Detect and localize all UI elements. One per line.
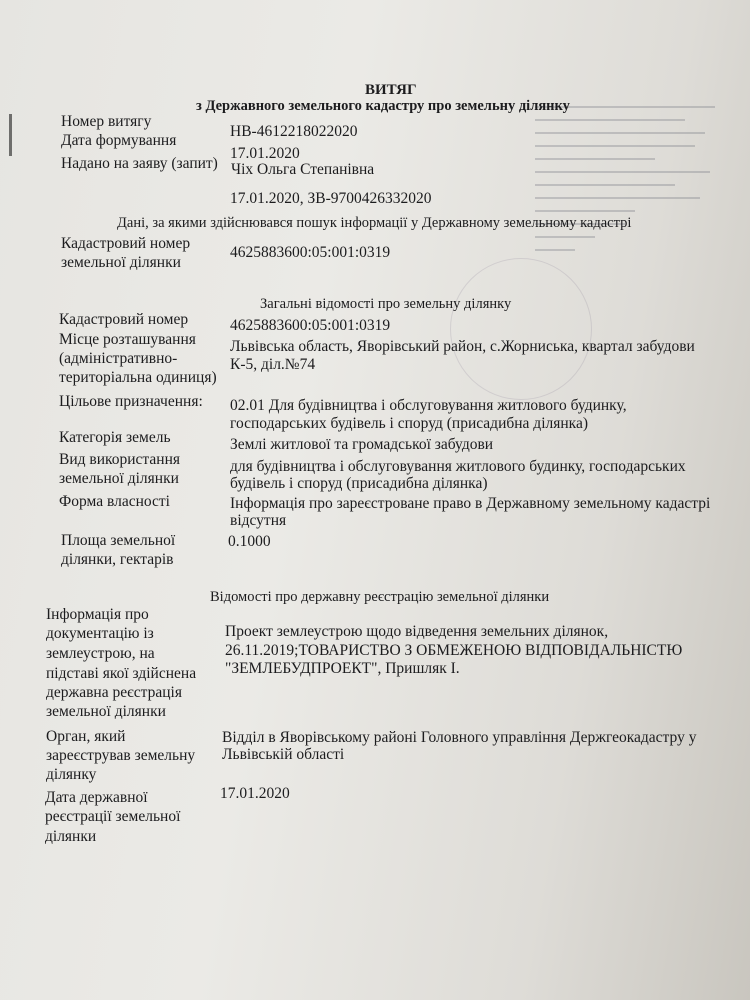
ownership-value-2: відсутня xyxy=(230,512,287,529)
location-label-2: (адміністративно- xyxy=(59,350,178,367)
purpose-value-2: господарських будівель і споруд (присадибна ділянка) xyxy=(230,415,588,432)
documentation-label-3: землеустрою, на xyxy=(46,645,155,662)
extract-number-label: Номер витягу xyxy=(61,113,152,130)
location-label-1: Місце розташування xyxy=(59,331,196,348)
faint-stamp xyxy=(450,258,592,400)
document-subtitle: з Державного земельного кадастру про земельну ділянку xyxy=(196,98,570,114)
documentation-value-2: 26.11.2019;ТОВАРИСТВО З ОБМЕЖЕНОЮ ВІДПОВІДАЛЬНІСТЮ xyxy=(225,642,683,659)
registration-heading: Відомості про державну реєстрацію земельної ділянки xyxy=(210,589,550,605)
binder-mark xyxy=(9,114,12,156)
request-person: Чіх Ольга Степанівна xyxy=(231,161,375,178)
request-reference: 17.01.2020, ЗВ-9700426332020 xyxy=(230,190,432,207)
use-type-value-1: для будівництва і обслуговування житлового будинку, господарських xyxy=(230,458,686,475)
registration-date-label-3: ділянки xyxy=(45,828,97,845)
formation-date-value: 17.01.2020 xyxy=(230,145,300,162)
documentation-label-1: Інформація про xyxy=(46,606,149,623)
area-label-2: ділянки, гектарів xyxy=(61,551,174,568)
registrar-value-2: Львівській області xyxy=(222,746,345,763)
request-label: Надано на заяву (запит) xyxy=(61,155,218,172)
category-value: Землі житлової та громадської забудови xyxy=(230,436,494,453)
area-value: 0.1000 xyxy=(228,533,271,550)
search-cadastral-label-1: Кадастровий номер xyxy=(61,235,191,252)
registrar-label-2: зареєстрував земельну xyxy=(46,747,196,764)
registrar-label-3: ділянку xyxy=(46,766,97,783)
ownership-value-1: Інформація про зареєстроване право в Державному земельному кадастрі xyxy=(230,495,711,512)
use-type-value-2: будівель і споруд (присадибна ділянка) xyxy=(230,475,488,492)
documentation-label-5: державна реєстрація xyxy=(46,684,182,701)
documentation-label-4: підставі якої здійснена xyxy=(46,665,197,682)
search-heading: Дані, за якими здійснювався пошук інформації у Державному земельному кадастрі xyxy=(117,215,632,231)
documentation-label-6: земельної ділянки xyxy=(46,703,166,720)
registrar-label-1: Орган, який xyxy=(46,728,126,745)
purpose-label: Цільове призначення: xyxy=(59,393,203,410)
use-type-label-2: земельної ділянки xyxy=(59,470,179,487)
search-cadastral-label-2: земельної ділянки xyxy=(61,254,181,271)
use-type-label-1: Вид використання xyxy=(59,451,180,468)
documentation-label-2: документацію із xyxy=(46,625,154,642)
registration-date-label-1: Дата державної xyxy=(45,789,148,806)
document-title: ВИТЯГ xyxy=(365,82,417,98)
location-value-1: Львівська область, Яворівський район, с.Жорниська, квартал забудови xyxy=(230,338,695,355)
category-label: Категорія земель xyxy=(59,429,171,446)
area-label-1: Площа земельної xyxy=(61,532,176,549)
general-heading: Загальні відомості про земельну ділянку xyxy=(260,296,512,312)
purpose-value-1: 02.01 Для будівництва і обслуговування житлового будинку, xyxy=(230,397,627,414)
registrar-value-1: Відділ в Яворівському районі Головного управління Держгеокадастру у xyxy=(222,729,697,746)
formation-date-label: Дата формування xyxy=(61,132,177,149)
search-cadastral-value: 4625883600:05:001:0319 xyxy=(230,244,391,261)
location-value-2: К-5, діл.№74 xyxy=(230,356,316,373)
general-cadastral-value: 4625883600:05:001:0319 xyxy=(230,317,391,334)
registration-date-value: 17.01.2020 xyxy=(220,785,290,802)
ownership-label: Форма власності xyxy=(59,493,170,510)
general-cadastral-label: Кадастровий номер xyxy=(59,311,189,328)
registration-date-label-2: реєстрації земельної xyxy=(45,808,181,825)
location-label-3: територіальна одиниця) xyxy=(59,369,217,386)
extract-number-value: НВ-4612218022020 xyxy=(230,123,358,140)
documentation-value-3: "ЗЕМЛЕБУДПРОЕКТ", Пришляк І. xyxy=(225,660,460,677)
documentation-value-1: Проект землеустрою щодо відведення земельних ділянок, xyxy=(225,623,609,640)
